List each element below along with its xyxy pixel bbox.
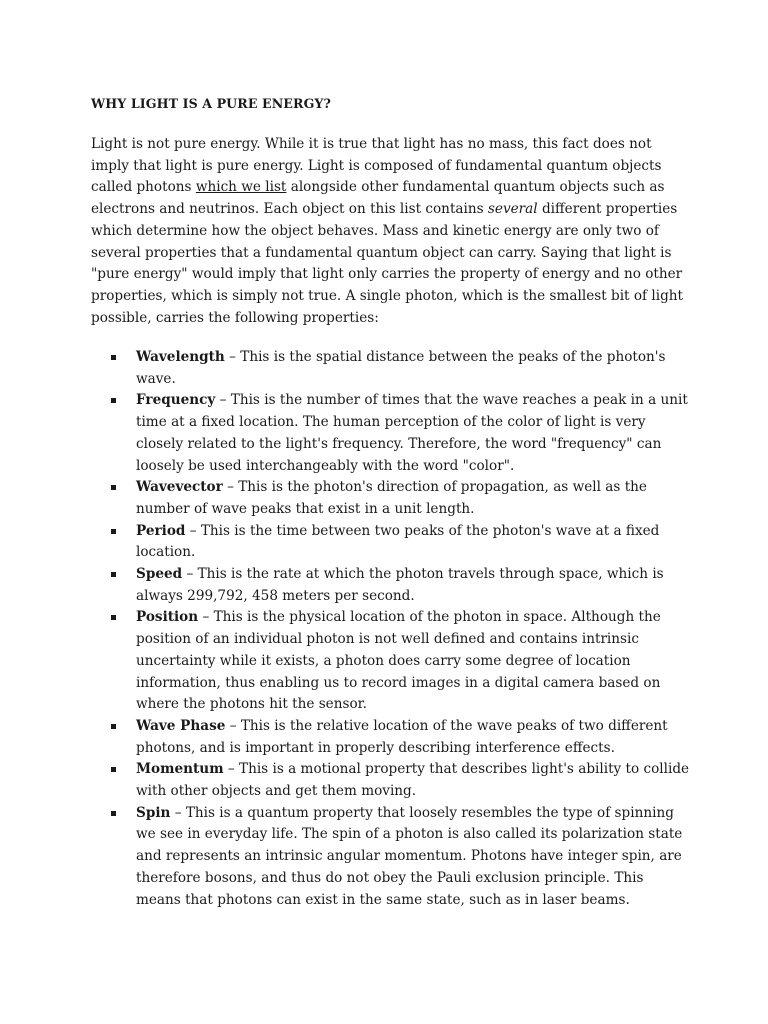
- property-term: Frequency: [136, 392, 216, 409]
- property-description: – This is the number of times that the wave reaches a peak in a unit time at a fixed location. The human perception of the color of light is very closely related to the light's frequency. Therefore, the word "frequency" can loosely be used interchangeably with the word "color".: [136, 392, 688, 474]
- list-item-wavelength: [91, 347, 691, 390]
- list-item-position: [91, 607, 691, 716]
- square-bullet-icon: [111, 572, 116, 577]
- property-term: Wave Phase: [136, 717, 226, 734]
- property-term: Wavevector: [136, 479, 223, 496]
- square-bullet-icon: [111, 529, 116, 534]
- property-term: Period: [136, 522, 186, 539]
- property-term: Spin: [136, 804, 171, 821]
- list-item-period: [91, 521, 691, 564]
- property-description: – This is the spatial distance between the peaks of the photon's wave.: [136, 349, 666, 387]
- list-item-spin: [91, 803, 691, 912]
- property-description: – This is a motional property that describes light's ability to collide with other objects and get them moving.: [136, 761, 690, 800]
- intro-text-2: alongside other fundamental quantum objects such as electrons and neutrinos. Each object on this list contains: [91, 179, 665, 218]
- square-bullet-icon: [111, 398, 116, 403]
- property-description: – This is a quantum property that loosely resembles the type of spinning we see in everyday life. The spin of a photon is also called its polarization state and represents an intrinsic angular momentum. Photons have integer spin, are therefore bosons, and thus do not obey the Pauli exclusion principle. This means that photons can exist in the same state, such as in laser beams.: [136, 804, 683, 908]
- property-term: Position: [136, 609, 199, 626]
- square-bullet-icon: [111, 485, 116, 490]
- list-item-wavevector: [91, 477, 691, 520]
- intro-text-3: different properties which determine how the object behaves. Mass and kinetic energy are only two of several properties that a fundamental quantum object can carry. Saying that light is "pure energy" would imply that light only carries the property of energy and no other properties, which is simply not true. A single photon, which is the smallest bit of light possible, carries the following properties:: [91, 201, 683, 326]
- list-item-speed: [91, 564, 691, 607]
- property-description: – This is the relative location of the wave peaks of two different photons, and is important in properly describing interference effects.: [136, 717, 668, 756]
- property-description: – This is the rate at which the photon travels through space, which is always 299,792, 458 meters per second.: [136, 566, 664, 604]
- property-term: Momentum: [136, 761, 224, 778]
- property-description: – This is the photon's direction of propagation, as well as the number of wave peaks that exist in a unit length.: [136, 479, 647, 517]
- square-bullet-icon: [111, 615, 116, 620]
- square-bullet-icon: [111, 355, 116, 360]
- intro-text-1: Light is not pure energy. While it is true that light has no mass, this fact does not imply that light is pure energy. Light is composed of fundamental quantum objects called photons: [91, 136, 662, 196]
- list-item-frequency: [91, 390, 691, 477]
- intro-paragraph: [91, 134, 691, 329]
- square-bullet-icon: [111, 724, 116, 729]
- property-description: – This is the physical location of the photon in space. Although the position of an individual photon is not well defined and contains intrinsic uncertainty while it exists, a photon does carry some degree of location information, thus enabling us to record images in a digital camera based on where the photons hit the sensor.: [136, 609, 661, 713]
- property-term: Wavelength: [136, 349, 225, 365]
- properties-list: [91, 347, 691, 911]
- document-title: WHY LIGHT IS A PURE ENERGY?: [91, 96, 332, 111]
- square-bullet-icon: [111, 811, 116, 816]
- property-term: Speed: [136, 566, 183, 583]
- property-description: – This is the time between two peaks of the photon's wave at a fixed location.: [136, 522, 660, 561]
- list-item-wave-phase: [91, 716, 691, 759]
- intro-italic-text: several: [487, 201, 538, 218]
- square-bullet-icon: [111, 767, 116, 772]
- list-item-momentum: [91, 759, 691, 802]
- intro-underlined-text: which we list: [195, 179, 287, 196]
